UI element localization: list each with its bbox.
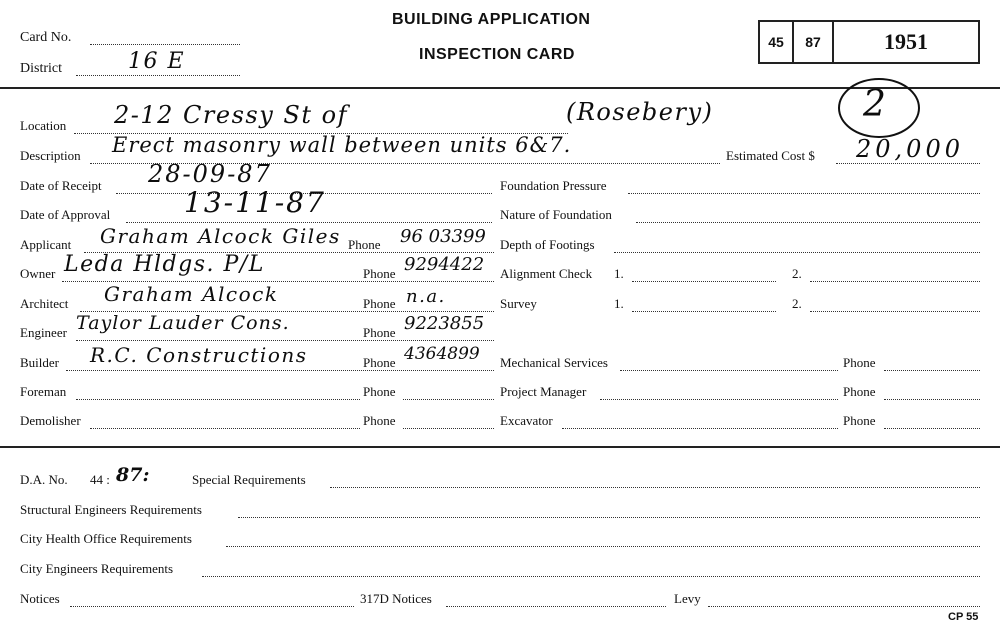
project-manager-label: Project Manager xyxy=(500,384,587,399)
applicant-value: Graham Alcock Giles xyxy=(100,224,341,248)
foundation-pressure-label: Foundation Pressure xyxy=(500,178,607,193)
card-number-box: 1951 xyxy=(832,20,980,64)
date-approval-line xyxy=(126,222,492,223)
alignment-line-2 xyxy=(810,281,980,282)
estimated-cost-value: 20,000 xyxy=(856,135,964,163)
builder-phone-label: Phone xyxy=(363,355,396,370)
foreman-phone-label: Phone xyxy=(363,384,396,399)
foundation-pressure-line xyxy=(628,193,980,194)
location-value: 2-12 Cressy St of xyxy=(114,101,348,129)
form-code: CP 55 xyxy=(948,611,979,623)
builder-phone-value: 4364899 xyxy=(404,344,480,364)
architect-phone-value: n.a. xyxy=(406,286,446,307)
demolisher-line xyxy=(90,428,360,429)
survey-line-2 xyxy=(810,311,980,312)
demolisher-phone-line xyxy=(403,428,494,429)
nature-foundation-line xyxy=(636,222,980,223)
notices-label: Notices xyxy=(20,591,60,606)
engineer-phone-label: Phone xyxy=(363,325,396,340)
survey-line-1 xyxy=(632,311,776,312)
special-req-label: Special Requirements xyxy=(192,472,306,487)
engineers-req-label: City Engineers Requirements xyxy=(20,561,174,576)
architect-phone-label: Phone xyxy=(363,296,396,311)
date-approval-value: 13-11-87 xyxy=(184,186,326,219)
builder-label: Builder xyxy=(20,355,59,370)
architect-label: Architect xyxy=(20,296,69,311)
notices-317d-label: 317D Notices xyxy=(360,591,432,606)
project-manager-phone-line xyxy=(884,399,980,400)
card-no-label: Card No. xyxy=(20,30,72,45)
owner-value: Leda Hldgs. P/L xyxy=(64,252,265,277)
notices-line xyxy=(70,606,354,607)
structural-req-label: Structural Engineers Requirements xyxy=(20,502,202,517)
survey-num-2: 2. xyxy=(792,296,802,311)
mechanical-label: Mechanical Services xyxy=(500,355,608,370)
survey-num-1: 1. xyxy=(614,296,624,311)
health-req-label: City Health Office Requirements xyxy=(20,531,192,546)
description-label: Description xyxy=(20,148,81,163)
district-line xyxy=(76,75,240,76)
da-no-printed: 44 : xyxy=(90,472,110,487)
foreman-label: Foreman xyxy=(20,384,67,399)
alignment-num-1: 1. xyxy=(614,266,624,281)
owner-label: Owner xyxy=(20,266,56,281)
foreman-phone-line xyxy=(403,399,494,400)
levy-label: Levy xyxy=(674,591,701,606)
card-no-line xyxy=(90,44,240,45)
depth-footings-line xyxy=(614,252,980,253)
depth-footings-label: Depth of Footings xyxy=(500,237,595,252)
project-manager-line xyxy=(600,399,838,400)
date-approval-label: Date of Approval xyxy=(20,207,111,222)
da-no-label: D.A. No. xyxy=(20,472,68,487)
alignment-line-1 xyxy=(632,281,776,282)
location-suburb: (Rosebery) xyxy=(566,98,714,126)
date-receipt-value: 28-09-87 xyxy=(148,160,272,188)
builder-value: R.C. Constructions xyxy=(90,343,308,367)
card-box-2: 87 xyxy=(792,20,832,64)
engineer-phone-value: 9223855 xyxy=(404,313,485,334)
estimated-cost-label: Estimated Cost $ xyxy=(726,148,815,163)
special-req-line xyxy=(330,487,980,488)
circled-number: 2 xyxy=(863,84,888,125)
owner-phone-label: Phone xyxy=(363,266,396,281)
engineers-req-line xyxy=(202,576,980,577)
district-value: 16 E xyxy=(128,49,186,74)
excavator-phone-line xyxy=(884,428,980,429)
foreman-line xyxy=(76,399,360,400)
district-label: District xyxy=(20,61,62,76)
excavator-phone-label: Phone xyxy=(843,413,876,428)
structural-req-line xyxy=(238,517,980,518)
alignment-check-label: Alignment Check xyxy=(500,266,593,281)
applicant-phone-value: 96 03399 xyxy=(400,226,486,247)
card-box-1: 45 xyxy=(758,20,792,64)
owner-phone-value: 9294422 xyxy=(404,254,485,275)
description-value: Erect masonry wall between units 6&7. xyxy=(112,133,572,157)
excavator-line xyxy=(562,428,838,429)
notices-317d-line xyxy=(446,606,666,607)
survey-label: Survey xyxy=(500,296,537,311)
form-title-line1: BUILDING APPLICATION xyxy=(392,11,591,28)
mechanical-phone-label: Phone xyxy=(843,355,876,370)
mechanical-line xyxy=(620,370,838,371)
engineer-line xyxy=(76,340,494,341)
levy-line xyxy=(708,606,980,607)
applicant-label: Applicant xyxy=(20,237,72,252)
demolisher-phone-label: Phone xyxy=(363,413,396,428)
excavator-label: Excavator xyxy=(500,413,553,428)
engineer-label: Engineer xyxy=(20,325,67,340)
middle-divider xyxy=(0,446,1000,448)
health-req-line xyxy=(226,546,980,547)
builder-line xyxy=(66,370,494,371)
engineer-value: Taylor Lauder Cons. xyxy=(76,312,290,334)
architect-value: Graham Alcock xyxy=(104,282,279,306)
date-receipt-label: Date of Receipt xyxy=(20,178,102,193)
da-no-handwritten: 87: xyxy=(116,464,150,486)
estimated-cost-line xyxy=(836,163,980,164)
demolisher-label: Demolisher xyxy=(20,413,81,428)
form-title-line2: INSPECTION CARD xyxy=(419,46,575,63)
location-label: Location xyxy=(20,118,67,133)
applicant-phone-label: Phone xyxy=(348,237,381,252)
project-manager-phone-label: Phone xyxy=(843,384,876,399)
nature-foundation-label: Nature of Foundation xyxy=(500,207,612,222)
alignment-num-2: 2. xyxy=(792,266,802,281)
mechanical-phone-line xyxy=(884,370,980,371)
